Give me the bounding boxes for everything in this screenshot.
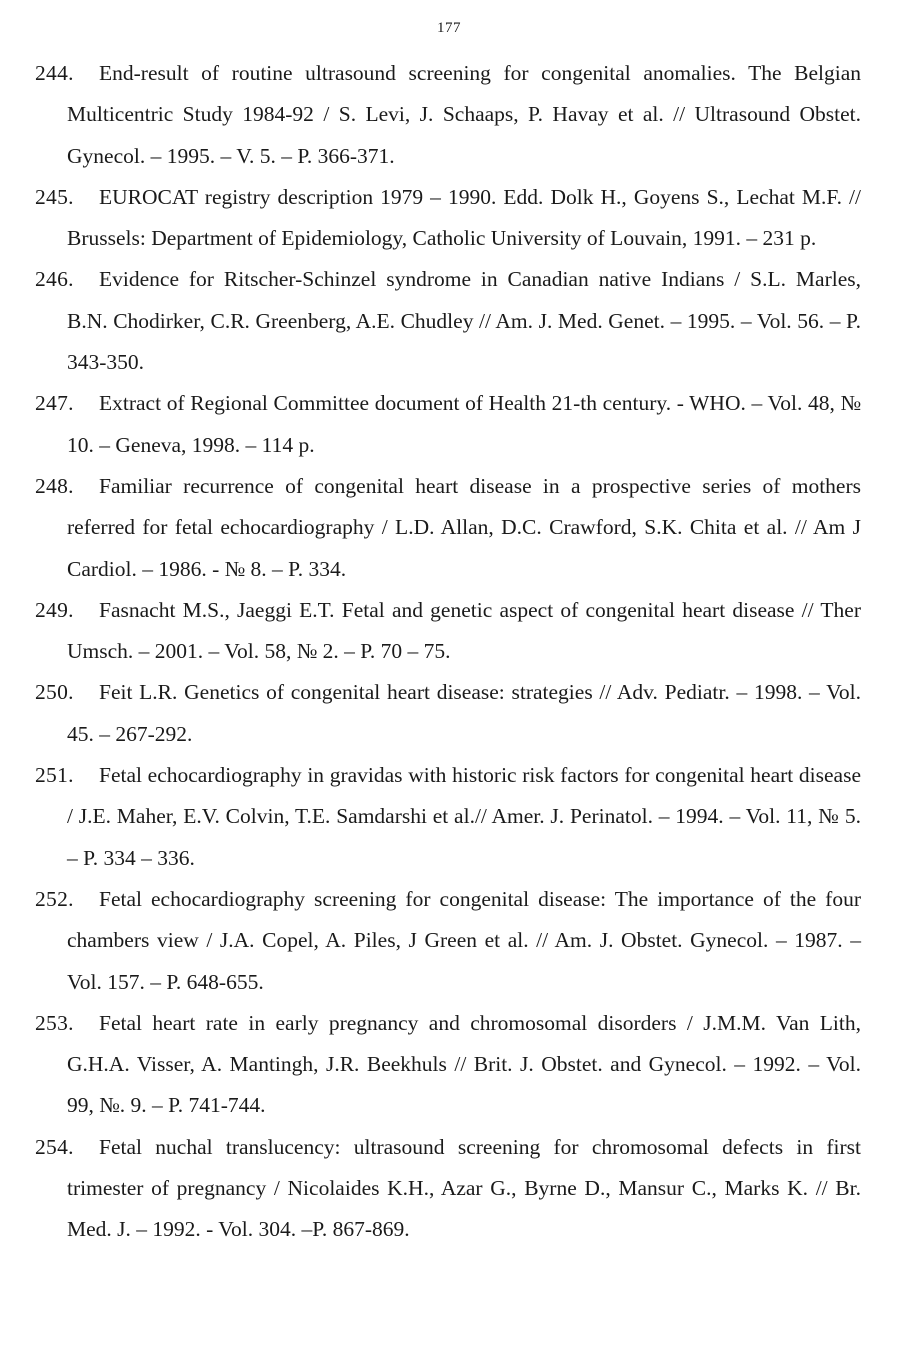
page-number: 177 (437, 20, 461, 36)
reference-item (35, 755, 861, 879)
reference-number: 252. (35, 886, 74, 911)
reference-number: 247. (35, 391, 74, 416)
reference-number: 246. (35, 267, 74, 292)
reference-item (35, 466, 861, 590)
reference-text: Feit L.R. Genetics of congenital heart disease: strategies // Adv. Pediatr. – 1998. – Vol. 45. – 267-292. (67, 680, 861, 746)
reference-text: Fetal echocardiography screening for congenital disease: The importance of the four chambers view / J.A. Copel, A. Piles, J Green et al. // Am. J. Obstet. Gynecol. – 1987. – Vol. 157. – P. 648-655. (67, 886, 861, 994)
reference-number: 248. (35, 473, 74, 498)
reference-text: Extract of Regional Committee document of Health 21-th century. - WHO. – Vol. 48, № 10. – Geneva, 1998. – 114 p. (67, 391, 861, 457)
reference-item (35, 259, 861, 383)
reference-item (35, 1003, 861, 1127)
reference-number: 250. (35, 680, 74, 705)
reference-item (35, 672, 861, 755)
reference-item (35, 177, 861, 260)
reference-text: Evidence for Ritscher-Schinzel syndrome in Canadian native Indians / S.L. Marles, B.N. Chodirker, C.R. Greenberg, A.E. Chudley // Am. J. Med. Genet. – 1995. – Vol. 56. – P. 343-350. (67, 267, 861, 375)
reference-item (35, 1127, 861, 1251)
reference-item (35, 383, 861, 466)
reference-number: 251. (35, 763, 74, 788)
reference-text: Fetal heart rate in early pregnancy and chromosomal disorders / J.M.M. Van Lith, G.H.A. Visser, A. Mantingh, J.R. Beekhuls // Brit. J. Obstet. and Gynecol. – 1992. – Vol. 99, №. 9. – P. 741-744. (67, 1010, 861, 1118)
reference-item (35, 590, 861, 673)
reference-item (35, 53, 861, 177)
reference-text: Fetal nuchal translucency: ultrasound screening for chromosomal defects in first trimester of pregnancy / Nicolaides K.H., Azar G., Byrne D., Mansur C., Marks K. // Br. Med. J. – 1992. - Vol. 304. –P. 867-869. (67, 1134, 861, 1242)
reference-text: Fasnacht M.S., Jaeggi E.T. Fetal and genetic aspect of congenital heart disease // Ther Umsch. – 2001. – Vol. 58, № 2. – P. 70 – 75. (67, 597, 861, 664)
reference-list (35, 53, 861, 1251)
reference-number: 254. (35, 1134, 74, 1159)
reference-text: End-result of routine ultrasound screening for congenital anomalies. The Belgian Multicentric Study 1984-92 / S. Levi, J. Schaaps, P. Havay et al. // Ultrasound Obstet. Gynecol. – 1995. – V. 5. – P. 366-371. (67, 61, 861, 168)
reference-text: Fetal echocardiography in gravidas with historic risk factors for congenital heart disease / J.E. Maher, E.V. Colvin, T.E. Samdarshi et al.// Amer. J. Perinatol. – 1994. – Vol. 11, № 5. – P. 334 – 336. (67, 763, 861, 870)
reference-number: 245. (35, 184, 74, 209)
reference-number: 249. (35, 597, 74, 622)
reference-number: 244. (35, 61, 74, 85)
reference-item (35, 879, 861, 1003)
reference-text: EUROCAT registry description 1979 – 1990. Edd. Dolk H., Goyens S., Lechat M.F. // Brussels: Department of Epidemiology, Catholic University of Louvain, 1991. – 231 p. (67, 184, 861, 251)
reference-text: Familiar recurrence of congenital heart disease in a prospective series of mothers referred for fetal echocardiography / L.D. Allan, D.C. Crawford, S.K. Chita et al. // Am J Cardiol. – 1986. - № 8. – P. 334. (67, 473, 861, 581)
reference-number: 253. (35, 1010, 74, 1035)
